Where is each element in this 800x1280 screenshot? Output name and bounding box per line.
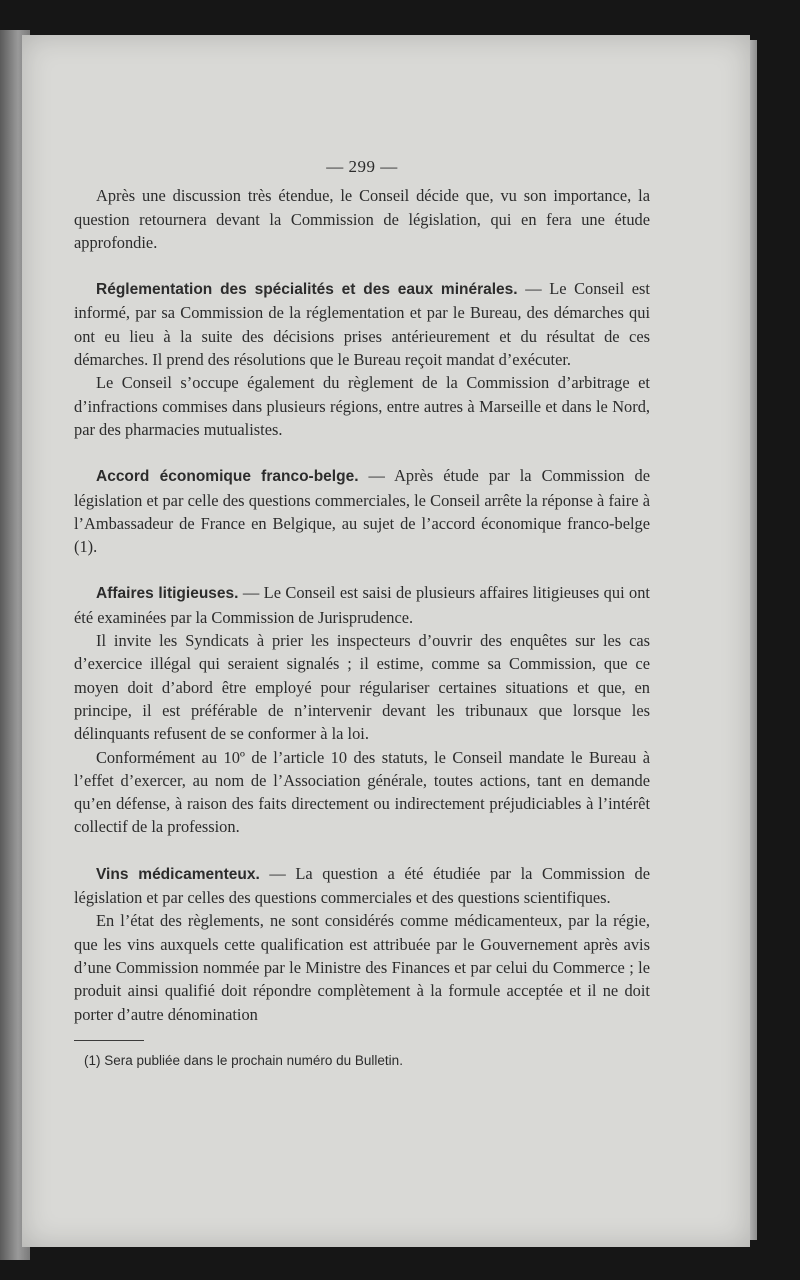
page-content (74, 155, 650, 1072)
page-number: — 299 — (326, 157, 398, 176)
section-heading-accord: Accord économique franco-belge. (96, 468, 359, 486)
section-affaires-paragraph-2: Conformément au 10º de l’article 10 des statuts, le Conseil mandate le Bureau à l’effet d’exercer, au nom de l’Association générale, toutes actions, tant en demande qu’en défense, à raison des faits directement ou indirectement préjudiciables à l’intérêt collectif de la profession. (74, 747, 650, 837)
section-vins-paragraph: En l’état des règlements, ne sont considérés comme médicamenteux, par la régie, que les vins auxquels cette qualification est attribuée par le Gouvernement après avis d’une Commission nommée par le Ministre des Finances et par celui du Commerce ; le produit ainsi qualifié doit répondre complètement à la formule acceptée et il ne doit porter d’autre dénomination (74, 911, 650, 1024)
section-affaires-lead (74, 581, 650, 629)
section-text: — Après étude par la Commission de législation et par celle des questions commerciales, le Conseil arrête la réponse à faire à l’Ambassadeur de France en Belgique, au sujet de l’accord économique franco-belge (1). (74, 466, 650, 557)
section-text: — Le Conseil est informé, par sa Commission de la réglementation et par le Bureau, des démarches qui ont eu lieu à la suite des décisions prises antérieurement et du résultat de ces démarches. Il prend des résolutions que le Bureau reçoit mandat d’exécuter. (74, 279, 650, 370)
footnote: (1) Sera publiée dans le prochain numéro du Bulletin. (84, 1052, 403, 1068)
intro-paragraph: Après une discussion très étendue, le Conseil décide que, vu son importance, la question retournera devant la Commission de législation, qui en fera une étude approfondie. (74, 186, 650, 252)
section-heading-vins: Vins médicamenteux. (96, 865, 260, 883)
footnote-rule (74, 1040, 144, 1041)
section-affaires-paragraph-1: Il invite les Syndicats à prier les inspecteurs d’ouvrir des enquêtes sur les cas d’exercice illégal qui seraient signalés ; il estime, comme sa Commission, que ce moyen doit d’abord être employé pour régulariser certaines situations et que, en principe, il est préférable de n’intervenir devant les tribunaux que lorsque les délinquants refusent de se conformer à la loi. (74, 631, 650, 744)
section-accord-lead (74, 464, 650, 558)
section-reglementation-paragraph: Le Conseil s’occupe également du règlement de la Commission d’arbitrage et d’infractions commises dans plusieurs régions, entre autres à Marseille et dans le Nord, par des pharmacies mutualistes. (74, 373, 650, 439)
document-page (22, 35, 750, 1247)
section-heading-reglementation: Réglementation des spécialités et des eaux minérales. (96, 281, 518, 299)
section-reglementation-lead (74, 277, 650, 371)
section-text: — Le Conseil est saisi de plusieurs affaires litigieuses qui ont été examinées par la Commission de Jurisprudence. (74, 583, 650, 627)
section-text: — La question a été étudiée par la Commission de législation et par celles des questions commerciales et des questions scientifiques. (74, 863, 650, 908)
section-heading-affaires: Affaires litigieuses. (96, 585, 239, 603)
section-vins-lead (74, 862, 650, 910)
